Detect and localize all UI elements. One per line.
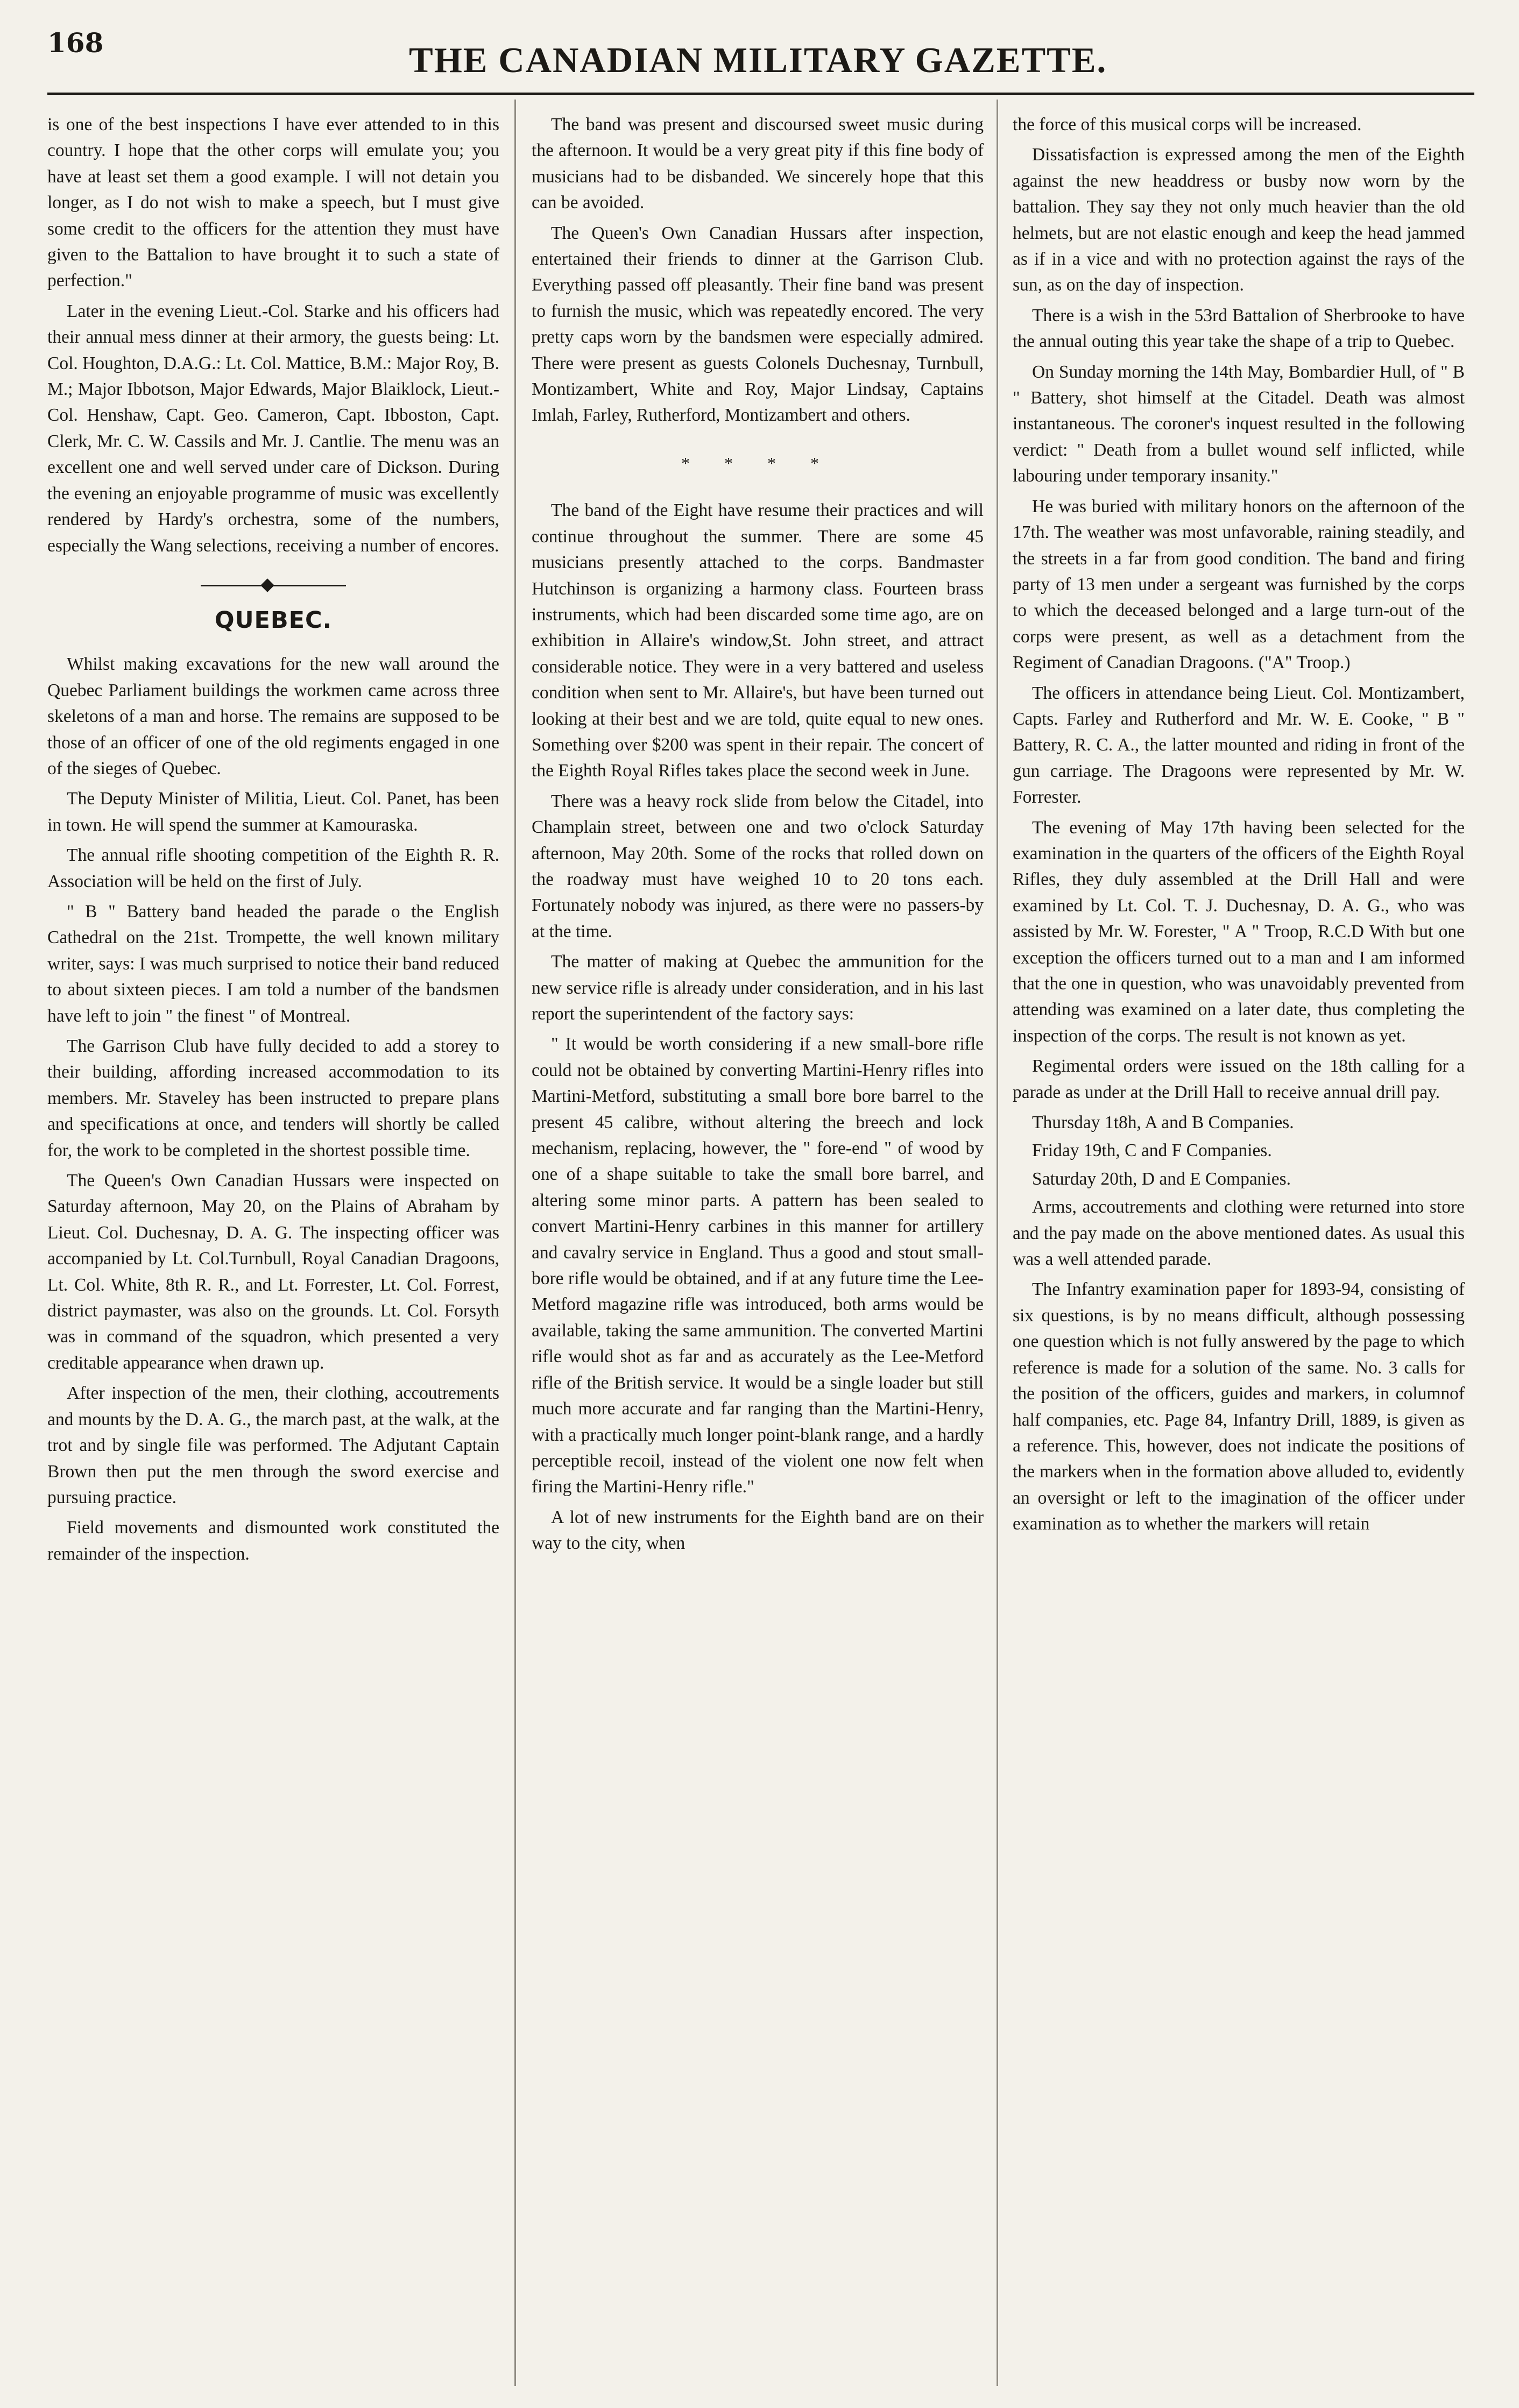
column-1: [47, 112, 499, 1571]
paragraph: The matter of making at Quebec the ammunition for the new service rifle is already under consideration, and in his last report the superintendent of the factory says:: [532, 952, 984, 1024]
paragraph: The annual rifle shooting competition of the Eighth R. R. Association will be held on the first of July.: [47, 845, 499, 891]
paragraph: A lot of new instruments for the Eighth band are on their way to the city, when: [532, 1507, 984, 1554]
paragraph: The Deputy Minister of Militia, Lieut. Col. Panet, has been in town. He will spend the summer at Kamouraska.: [47, 789, 499, 835]
paragraph: Whilst making excavations for the new wall around the Quebec Parliament buildings the workmen came across three skeletons of a man and horse. The remains are supposed to be those of an officer of one of the old regiments engaged in one of the sieges of Quebec.: [47, 654, 499, 778]
ornament-divider: [47, 579, 499, 591]
paragraph: The evening of May 17th having been selected for the examination in the quarters of the officers of the Eighth Royal Rifles, they duly assembled at the Drill Hall and were examined by Lt. Col. T. J. Duchesnay, D. A. G., who was assisted by Mr. W. Forester, " A " Troop, R.C.D With but one exception the officers turned out to a man and I am informed that the one in question, who was unavoidably prevented from attending was examined on a later date, thus completing the inspection of the corps. The result is not known as yet.: [1013, 817, 1465, 1046]
column-3: [1013, 112, 1465, 1542]
masthead-title: THE CANADIAN MILITARY GAZETTE.: [409, 40, 1107, 80]
paragraph: There was a heavy rock slide from below the Citadel, into Champlain street, between one and two o'clock Saturday afternoon, May 20th. Some of the rocks that rolled down on the roadway must have weighed 10 to 20 tons each. Fortunately nobody was injured, as there were no passers-by at the time.: [532, 791, 984, 941]
paragraph: the force of this musical corps will be increased.: [1013, 115, 1362, 134]
paragraph: Field movements and dismounted work constituted the remainder of the inspection.: [47, 1518, 499, 1564]
paragraph: Dissatisfaction is expressed among the men of the Eighth against the new headdress or busby now worn by the battalion. They say they not only much heavier than the old helmets, but are not elastic enough and keep the head jammed as if in a vice and with no protection against the rays of the sun, as on the day of inspection.: [1013, 145, 1465, 295]
paragraph: The band was present and discoursed sweet music during the afternoon. It would be a very great pity if this fine body of musicians had to be disbanded. We sincerely hope that this can be avoided.: [532, 115, 984, 213]
paragraph: Regimental orders were issued on the 18th calling for a parade as under at the Drill Hall to receive annual drill pay.: [1013, 1056, 1465, 1102]
paragraph: He was buried with military honors on the afternoon of the 17th. The weather was most unfavorable, raining steadily, and the streets in a far from good condition. The band and firing party of 13 men under a sergeant was furnished by the corps to which the deceased belonged and a large turn-out of the corps were present, as well as a detachment from the Regiment of Canadian Dragoons. ("A" Troop.): [1013, 496, 1465, 673]
schedule-line: Thursday 1t8h, A and B Companies.: [1032, 1113, 1294, 1133]
paragraph: On Sunday morning the 14th May, Bombardier Hull, of " B " Battery, shot himself at the Citadel. Death was almost instantaneous. The coroner's inquest resulted in the following verdict: " Death from a bullet wound self inflicted, while labouring under temporary insanity.": [1013, 362, 1465, 486]
schedule-line: Saturday 20th, D and E Companies.: [1032, 1168, 1291, 1189]
paragraph: The Queen's Own Canadian Hussars were inspected on Saturday afternoon, May 20, on the Plains of Abraham by Lieut. Col. Duchesnay, D. A. G. The inspecting officer was accompanied by Lt. Col.Turnbull, Royal Canadian Dragoons, Lt. Col. White, 8th R. R., and Lt. Forrester, Lt. Col. Forrest, district paymaster, was also on the grounds. Lt. Col. Forsyth was in command of the squadron, which presented a very creditable appearance when drawn up.: [47, 1171, 499, 1373]
asterism-divider: * * * *: [681, 453, 834, 473]
page-number: 168: [47, 27, 104, 59]
paragraph: After inspection of the men, their clothing, accoutrements and mounts by the D. A. G., the march past, at the walk, at the trot and by single file was performed. The Adjutant Captain Brown then put the men through the sword exercise and pursuing practice.: [47, 1383, 499, 1507]
column-divider: [514, 100, 516, 2386]
paragraph: Later in the evening Lieut.-Col. Starke and his officers had their annual mess dinner at their armory, the guests being: Lt. Col. Houghton, D.A.G.: Lt. Col. Mattice, B.M.: Major Roy, B. M.; Major Ibbotson, Major Edwards, Major Blaiklock, Lieut.-Col. Henshaw, Capt. Geo. Cameron, Capt. Ibboston, Capt. Clerk, Mr. C. W. Cassils and Mr. J. Cantlie. The menu was an excellent one and well served under care of Dickson. During the evening an enjoyable programme of music was excellently rendered by Hardy's orchestra, some of the numbers, especially the Wang selections, receiving a number of encores.: [47, 301, 499, 556]
quoted-report: " It would be worth considering if a new small-bore rifle could not be obtained by converting Martini-Henry rifles into Martini-Metford, substituting a small bore bore barrel to the present 45 calibre, without altering the breech and lock mechanism, replacing, however, the " fore-end " of wood by one of a shape suitable to take the small bore barrel, and altering some minor parts. A pattern has been sealed to convert Martini-Henry carbines in this manner for artillery and cavalry service in England. Thus a good and stout small-bore rifle would be obtained, and if at any future time the Lee-Metford magazine rifle was introduced, both arms would be available, taking the same ammunition. The converted Martini rifle would shot as far and as accurately as the Lee-Metford rifle of the British service. It would be a single loader but still much more accurate and far ranging than the Martini-Henry, with a practically much longer point-blank range, and a hardly perceptible recoil, instead of the violent one now felt when firing the Martini-Henry rifle.": [532, 1034, 984, 1497]
paragraph: The Queen's Own Canadian Hussars after inspection, entertained their friends to dinner at the Garrison Club. Everything passed off pleasantly. Their fine band was present to furnish the music, which was repeatedly encored. The very pretty caps worn by the bandsmen were especially admired. There were present as guests Colonels Duchesnay, Turnbull, Montizambert, White and Roy, Major Lindsay, Captains Imlah, Farley, Rutherford, Montizambert and others.: [532, 223, 984, 426]
paragraph: The officers in attendance being Lieut. Col. Montizambert, Capts. Farley and Rutherford and Mr. W. E. Cooke, " B " Battery, R. C. A., the latter mounted and riding in front of the gun carriage. The Dragoons were represented by Mr. W. Forrester.: [1013, 683, 1465, 808]
paragraph: The band of the Eight have resume their practices and will continue throughout the summer. There are some 45 musicians presently attached to the corps. Bandmaster Hutchinson is organizing a harmony class. Fourteen brass instruments, which had been discarded some time ago, are on exhibition in Allaire's window,St. John street, and attract considerable notice. They were in a very battered and useless condition when sent to Mr. Allaire's, but have been turned out looking at their best and we are told, quite equal to new ones. Something over $200 was spent in their repair. The concert of the Eighth Royal Rifles takes place the second week in June.: [532, 500, 984, 781]
paragraph: The Infantry examination paper for 1893-94, consisting of six questions, is by no means difficult, although possessing one question which is not fully answered by the page to which reference is made for a solution of the same. No. 3 calls for the position of the officers, guides and markers, in columnof half companies, etc. Page 84, Infantry Drill, 1889, is given as a reference. This, however, does not indicate the positions of the markers when in the formation above alluded to, evidently an oversight or left to the imagination of the officer under examination as to whether the markers will retain: [1013, 1279, 1465, 1534]
paragraph: There is a wish in the 53rd Battalion of Sherbrooke to have the annual outing this year take the shape of a trip to Quebec.: [1013, 305, 1465, 352]
column-2: [532, 112, 984, 1561]
paragraph: " B " Battery band headed the parade o the English Cathedral on the 21st. Trompette, the well known military writer, says: I was much surprised to notice their band reduced to about sixteen pieces. I am told a number of the bandsmen have left to join " the finest " of Montreal.: [47, 901, 499, 1026]
paragraph: is one of the best inspections I have ever attended to in this country. I hope that the other corps will emulate you; you have at least set them a good example. I will not detain you longer, as I do not wish to make a speech, but I must give some credit to the officers for the attention they must have given to the Battalion to have brought it to such a state of perfection.": [47, 115, 499, 291]
header-rule: [47, 93, 1474, 95]
section-heading-quebec: QUEBEC.: [215, 606, 332, 634]
paragraph: Arms, accoutrements and clothing were returned into store and the pay made on the above mentioned dates. As usual this was a well attended parade.: [1013, 1197, 1465, 1270]
paragraph: The Garrison Club have fully decided to add a storey to their building, affording increased accommodation to its members. Mr. Staveley has been instructed to prepare plans and specifications at once, and tenders will shortly be called for, the work to be completed in the shortest possible time.: [47, 1036, 499, 1160]
column-divider: [997, 100, 998, 2386]
schedule-line: Friday 19th, C and F Companies.: [1032, 1141, 1272, 1161]
